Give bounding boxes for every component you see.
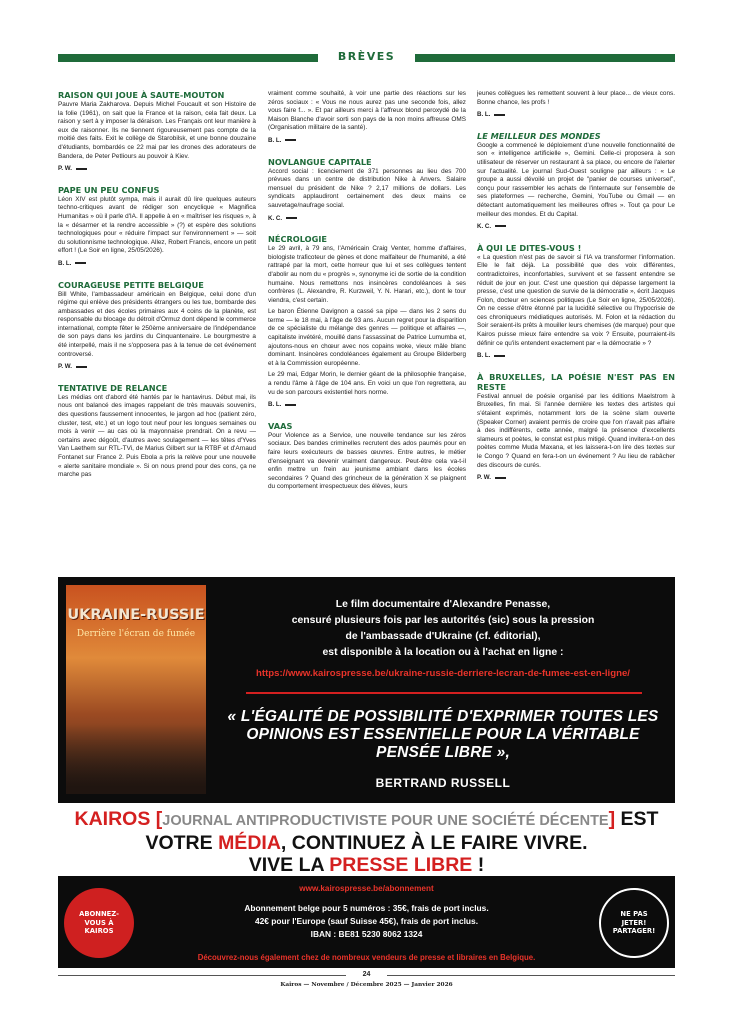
russell-quote: « L'ÉGALITÉ DE POSSIBILITÉ D'EXPRIMER TOUTES LES OPINIONS EST ESSENTIELLE POUR LA VÉRITABLE PENSÉE LIBRE », (227, 708, 659, 761)
article-signature: B. L. (58, 260, 256, 269)
footer-rule-right (387, 975, 675, 976)
article-text: Le baron Étienne Davignon a cassé sa pipe — dans les 2 sens du terme — le 18 mai, à l'âge de 93 ans. Aucun regret pour la disparition de ce spécialiste du mélange des genres — politique et affaires —, capitaliste invétéré, mouillé dans l'assassinat de Patrice Lumumba et, ajoutons-nous en chœur avec nos copains woke, vieux mâle blanc dominant. Insincères condoléances également au Groupe Bilderberg et à la Commission européenne. (268, 308, 466, 367)
poster-subtitle: Derrière l'écran de fumée (76, 629, 196, 639)
promo-line: censuré plusieurs fois par les autorités (sic) sous la pression (291, 615, 595, 626)
tagline-exclamation: ! (472, 854, 485, 876)
bracket-open: [ (155, 808, 163, 830)
article-signature: P. W. (58, 363, 256, 372)
article-text: Pauvre Maria Zakharova. Depuis Michel Foucault et son Histoire de la folie (1961), on sait que la France et la raison, cela fait deux. La raison y sert à y imposer la déraison. Les Français ont leur manière à eux de raisonner. Ils ne tiennent rigoureusement pas compte de la moitié des faits. Exit le collège de Starobilsk, et une bonne douzaine d'étudiants, bombardés ce 22 mai par les drones des adorateurs de Bandera, de Peter Petliours au pouvoir à Kiev. (58, 101, 256, 160)
article-text: Les médias ont d'abord été hantés par le hantavirus. Début mai, ils nous ont balancé des images rappelant de très mauvais souvenirs, des questions faussement innocentes, le jargon ad hoc (patient zéro, cluster, test, etc.) et un logo tout neuf pour les longues semaines ou mois à venir — au cas où la mayonnaise prendrait. On a revu — certains avec dégoût, d'autres avec soulagement — les têtes d'Yves Van Laethem sur RTL-TVi, de Marius Gilbert sur la RTBF et d'Arnaud Fontanet sur France 2. Puis Ebola a pris la relève pour une nouvelle « alerte sanitaire mondiale ». Si on nous prend pour des cons, ça ne marche pas (58, 393, 256, 479)
subscription-link[interactable]: www.kairospresse.be/abonnement (299, 884, 434, 893)
footer-rule-left (58, 975, 346, 976)
subscription-box (58, 876, 675, 968)
promo-line: de l'ambassade d'Ukraine (cf. éditorial), (345, 631, 541, 642)
article-text: Bill White, l'ambassadeur américain en Belgique, celui donc d'un régime qui enlève des présidents étrangers ou les tue, bombarde des ambassades et des écoles primaires aux 4 coins de la planète, est responsable du blocage du détroit d'Ormuz dont dépend le commerce international, compte fêter le 250ème anniversaire de l'indépendance de son pays dans les jardins du Cinquantenaire. Le bourgmestre a été interpellé, mais il ne s'opposera pas à la tenue de cet événement controversé. (58, 290, 256, 358)
article-signature: K. C. (477, 223, 675, 232)
promo-text (218, 597, 668, 661)
article-title: NÉCROLOGIE (268, 234, 327, 245)
article-signature: P. W. (58, 165, 256, 174)
article-signature: P. W. (477, 474, 675, 483)
column-2 (268, 90, 466, 575)
subscription-line: 42€ pour l'Europe (sauf Suisse 45€), frais de port inclus. (254, 916, 479, 926)
article-text: « La question n'est pas de savoir si l'IA va transformer l'information. Elle le fait déjà. La possibilité que des voix différentes, contradictoires, inconfortables, survivent et se fassent entendre se réduit de jour en jour. C'est une question qui dépasse largement la presse, c'est une question de survie de la démocratie », écrit Jacques Folon, docteur en sciences politiques (Le Soir en ligne, 25/05/2026). On ne cesse d'être étonné par la lucidité sélective ou l'hypocrisie de ces chroniqueurs médiatiques autorisés. M. Folon et la rédaction du Soir seraient-ils prêts à mouiller leurs chemises (de marque) pour que Kairos puisse mieux faire entendre sa voix ? Ensuite, pourraient-ils définir ce qu'ils entendent exactement par « la démocratie » ? (477, 253, 675, 347)
tagline-presse-libre: PRESSE LIBRE (329, 854, 473, 876)
article-text: jeunes collègues les remettent souvent à leur place... de vieux cons. Bonne chance, les profs ! (477, 90, 675, 106)
poster-ruins-image (66, 724, 206, 794)
film-link[interactable]: https://www.kairospresse.be/ukraine-russie-derriere-lecran-de-fumee-est-en-ligne/ (256, 668, 630, 679)
article-text: Le 29 mai, Edgar Morin, le dernier géant de la philosophie française, a rendu l'âme à l'âge de 104 ans. En voici un que l'on regrettera, au vu de son parcours existentiel hors norme. (268, 371, 466, 396)
poster-title: UKRAINE-RUSSIE (67, 607, 205, 623)
tagline-media: MÉDIA (218, 832, 281, 854)
subscription-details (158, 902, 575, 941)
column-1 (58, 90, 256, 575)
iban: IBAN : BE81 5230 8062 1324 (310, 929, 423, 939)
tagline-continuez: , CONTINUEZ À LE FAIRE VIVRE. (280, 832, 588, 854)
documentary-promo (58, 577, 675, 803)
footer-issue: Kairos — Novembre / Décembre 2025 — Janvier 2026 (280, 982, 453, 988)
article-title: NOVLANGUE CAPITALE (268, 156, 372, 167)
article-title: PAPE UN PEU CONFUS (58, 184, 160, 195)
article-text: vraiment comme souhaité, à voir une partie des réactions sur les zéros sociaux : « Vous ne nous aurez pas une seconde fois, allez vous faire f... ». Et par ailleurs merci à l'affreux blond peroxydé de la Maison Blanche d'avoir sorti son pays de la non moins affreuse OMS (Organisation militaire de la santé). (268, 90, 466, 132)
article-text: Festival annuel de poésie organisé par les éditions Maelstrom à Bruxelles, fin mai. Si l'année dernière les textes des artistes qui s'étaient exprimés, notamment lors de la scène slam ouverte (Speaker Corner) avaient permis de croire que l'on n'avait pas affaire à des indifférents, cette année, malgré la présence d'excellents slameurs et poètes, le constat est plus mitigé. Quand invitera-t-on des poètes comme Muda Maxana, et les laissera-t-on lire des textes sur le Congo ? Quand en fera-t-on un événement ? Au lieu de rabâcher des discours de curés. (477, 392, 675, 469)
journal-subtitle: JOURNAL ANTIPRODUCTIVISTE POUR UNE SOCIÉTÉ DÉCENTE (162, 813, 609, 829)
page-footer (58, 971, 675, 988)
kairos-brand: KAIROS (74, 808, 151, 830)
article-text: Google a commencé le déploiement d'une nouvelle fonctionnalité de son « intelligence artificielle », Gemini. Celle-ci proposera à son utilisateur de réserver un restaurant à sa place, ou encore de l'alerter sur l'actualité. Le journal Sud-Ouest souligne par ailleurs : « Le groupe a aussi dévoilé un projet de "panier de courses universel", conçu pour rassembler les achats de l'internaute sur l'ensemble de ses plateformes — recherche, Gemini, YouTube ou Gmail — en détectant automatiquement les meilleures offres ». Tout ça pour Le meilleur des mondes. Et du Capital. (477, 141, 675, 218)
column-3 (477, 90, 675, 575)
article-title: VAAS (268, 420, 293, 431)
promo-divider (246, 692, 642, 694)
article-title: TENTATIVE DE RELANCE (58, 382, 168, 393)
section-header (58, 52, 675, 66)
vendors-note: Découvrez-nous également chez de nombreux vendeurs de presse et libraires en Belgique. (197, 953, 536, 962)
article-signature: B. L. (268, 137, 466, 146)
header-rule-left (58, 54, 318, 62)
promo-line: Le film documentaire d'Alexandre Penasse, (335, 599, 551, 610)
article-signature: B. L. (268, 401, 466, 410)
subscription-line: Abonnement belge pour 5 numéros : 35€, frais de port inclus. (244, 903, 489, 913)
article-title: LE MEILLEUR DES MONDES (477, 130, 601, 141)
article-text: Léon XIV est plutôt sympa, mais il aurait dû lire quelques auteurs techno-critiques avant de rédiger son encyclique « Magnifica Humanitas » où il parle d'IA. Il appelle à en « maîtriser les risques », à la « désarmer et la rendre accessible » (?) et espère des solutions technologiques pour « réduire l'impact sur l'environnement » — soit du solutionnisme technologique. Allez, Robert Francis, encore un petit effort ! (Le Soir en ligne, 25/05/2026). (58, 195, 256, 255)
quote-author: BERTRAND RUSSELL (375, 776, 511, 790)
article-title: COURAGEUSE PETITE BELGIQUE (58, 279, 204, 290)
kairos-tagline (58, 808, 675, 876)
film-poster[interactable] (66, 585, 206, 794)
article-title: À QUI LE DITES-VOUS ! (477, 242, 582, 253)
article-title: À BRUXELLES, LA POÉSIE N'EST PAS EN RESTE (477, 371, 675, 392)
share-badge: NE PAS JETER! PARTAGER! (599, 888, 669, 958)
page-number: 24 (362, 971, 371, 978)
article-title: RAISON QUI JOUE À SAUTE-MOUTON (58, 90, 225, 100)
article-signature: B. L. (477, 111, 675, 120)
tagline-est-votre: EST VOTRE (145, 808, 659, 854)
promo-line: est disponible à la location ou à l'achat en ligne : (322, 647, 564, 658)
article-signature: K. C. (268, 215, 466, 224)
article-text: Le 29 avril, à 79 ans, l'Américain Craig Venter, homme d'affaires, biologiste traficoteur de gènes et donc malfaiteur de l'humanité, a été rattrapé par la mort, cette horreur que lui et ses collègues tentent d'abolir au nom du « progrès », synonyme ici de sortie de la condition humaine. Nous remettons nos insincères condoléances à ses confrères (L. Alexandre, R. Kurzweil, Y. N. Harari, etc.), dont le tour viendra, c'est certain. (268, 245, 466, 304)
article-text: Accord social : licenciement de 371 personnes au lieu des 700 prévues dans un centre de distribution Nike à Anvers. Salaire mensuel du président de Nike ? 2,17 millions de dollars. Les syndicats applaudiront certainement des deux mains ce sauvetage/naufrage social. (268, 167, 466, 209)
article-text: Pour Violence as a Service, une nouvelle tendance sur les zéros sociaux. Des bandes criminelles recrutent des ados paumés pour en faire leurs exécuteurs de basses œuvres. Entre autres, le métier d'enseignant va devenir vraiment dangereux. Peut-être cela va-t-il enfin mettre un frein au jeunisme ambiant dans les écoles secondaires ? Quand des grincheux de la génération X se plaignent du comportement irrespectueux des élèves, leurs (268, 431, 466, 491)
bracket-close: ] (608, 808, 616, 830)
section-title: BRÈVES (337, 50, 396, 63)
tagline-vive-la: VIVE LA (248, 854, 324, 876)
article-signature: B. L. (477, 352, 675, 361)
subscribe-badge[interactable]: ABONNEZ-VOUS À KAIROS (64, 888, 134, 958)
header-rule-right (415, 54, 675, 62)
